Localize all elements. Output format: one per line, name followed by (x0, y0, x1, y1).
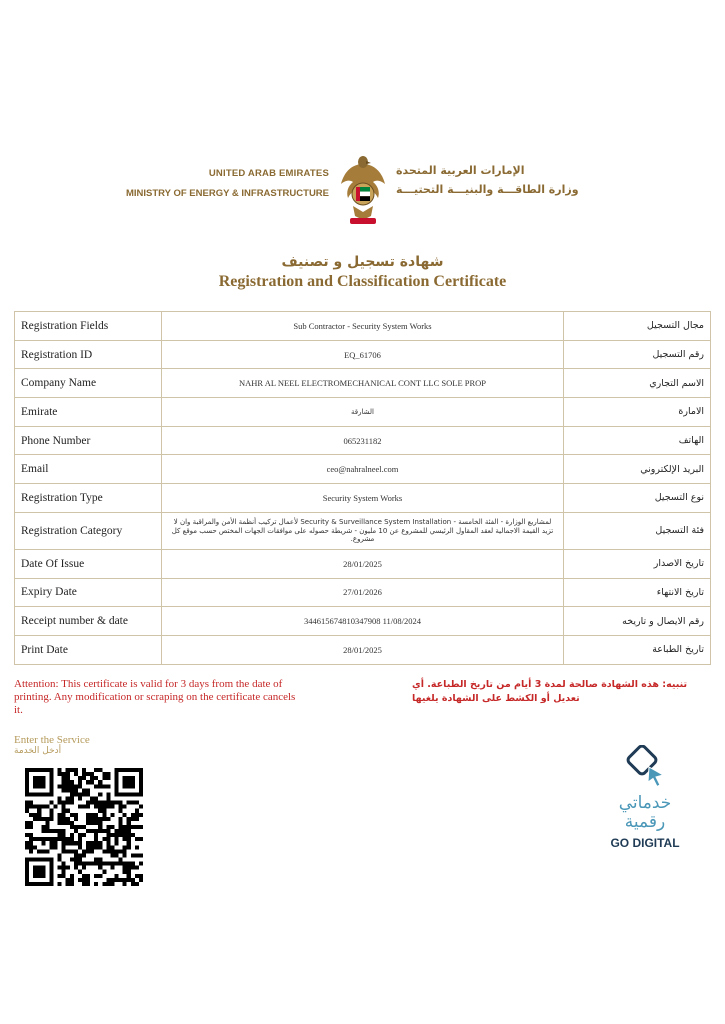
attention-note-ar: تنبيه: هذه الشهادة صالحة لمدة 3 أيام من تاريخ الطباعة. أي تعديل أو الكشط على الشهادة يلغيها (412, 679, 688, 704)
header-arabic (396, 164, 579, 196)
row-label-en: Registration Type (15, 484, 162, 513)
uae-falcon-emblem-icon (338, 154, 388, 226)
certificate-details-table (14, 311, 711, 665)
table-row (15, 426, 711, 455)
row-value: ceo@nahralneel.com (162, 455, 564, 484)
header-english (126, 168, 329, 199)
table-row (15, 549, 711, 578)
row-label-ar: الامارة (564, 398, 711, 427)
certificate-title-en: Registration and Classification Certificate (218, 273, 507, 290)
table-row (15, 398, 711, 427)
row-value: Security System Works (162, 484, 564, 513)
row-label-ar: الاسم التجاري (564, 369, 711, 398)
header-ministry-ar: وزارة الطاقـــة والبنيـــة التحتيـــة (396, 183, 579, 196)
row-label-en: Email (15, 455, 162, 484)
row-value: الشارقة (162, 398, 564, 427)
row-label-ar: الهاتف (564, 426, 711, 455)
go-digital-label: GO DIGITAL (610, 836, 680, 850)
row-value: Sub Contractor - Security System Works (162, 312, 564, 341)
table-row (15, 369, 711, 398)
table-row (15, 635, 711, 664)
table-row (15, 484, 711, 513)
table-row (15, 312, 711, 341)
row-value: EQ_61706 (162, 340, 564, 369)
row-label-ar: رقم التسجيل (564, 340, 711, 369)
go-digital-cursor-icon (605, 745, 683, 793)
attention-note-en: Attention: This certificate is valid for 3 days from the date of printing. Any modification or scraping on the certificate cancels it. (14, 678, 296, 716)
row-label-en: Print Date (15, 635, 162, 664)
row-value: 344615674810347908 11/08/2024 (162, 607, 564, 636)
row-label-ar: تاريخ الطباعة (564, 635, 711, 664)
row-label-en: Company Name (15, 369, 162, 398)
go-digital-ar-line1: خدماتي (618, 793, 672, 813)
header-ministry-en: MINISTRY OF ENERGY & INFRASTRUCTURE (125, 188, 329, 199)
row-label-ar: تاريخ الانتهاء (564, 578, 711, 607)
table-row (15, 455, 711, 484)
row-value: 27/01/2026 (162, 578, 564, 607)
row-label-en: Expiry Date (15, 578, 162, 607)
row-value: NAHR AL NEEL ELECTROMECHANICAL CONT LLC SOLE PROP (162, 369, 564, 398)
qr-code-icon[interactable] (23, 768, 145, 886)
go-digital-ar-line2: رقمية (624, 812, 666, 832)
enter-service-label-en: Enter the Service (14, 734, 90, 746)
row-label-en: Receipt number & date (15, 607, 162, 636)
row-label-ar: فئة التسجيل (564, 512, 711, 549)
certificate-title-ar: شهادة تسجيل و تصنيف (281, 254, 444, 270)
row-value: 28/01/2025 (162, 635, 564, 664)
row-label-en: Emirate (15, 398, 162, 427)
header-country-en: UNITED ARAB EMIRATES (208, 168, 329, 179)
row-label-en: Registration Category (15, 512, 162, 549)
table-row (15, 578, 711, 607)
row-label-en: Date Of Issue (15, 549, 162, 578)
row-label-ar: رقم الايصال و تاريخه (564, 607, 711, 636)
row-label-ar: مجال التسجيل (564, 312, 711, 341)
row-value: 065231182 (162, 426, 564, 455)
table-row (15, 512, 711, 549)
table-row (15, 607, 711, 636)
ministry-header (0, 150, 725, 230)
header-country-ar: الإمارات العربية المتحدة (396, 164, 525, 177)
row-value: 28/01/2025 (162, 549, 564, 578)
row-label-en: Registration Fields (15, 312, 162, 341)
row-value: لمشاريع الوزارة - الفئة الخامسة - Security & Surveillance System Installation لأعمال تركيب أنظمة الأمن والمراقبة وان لا تزيد القيمة الاجمالية لعقد المقاول الرئيسي للمشروع عن 10 مليون - شريطة حصوله على موافقات الجهات المختص حسب موقع كل مشروع. (162, 512, 564, 549)
row-label-en: Phone Number (15, 426, 162, 455)
row-label-ar: نوع التسجيل (564, 484, 711, 513)
enter-service-label-ar: أدخل الخدمة (14, 746, 62, 756)
row-label-en: Registration ID (15, 340, 162, 369)
table-row (15, 340, 711, 369)
row-label-ar: البريد الإلكتروني (564, 455, 711, 484)
row-label-ar: تاريخ الاصدار (564, 549, 711, 578)
